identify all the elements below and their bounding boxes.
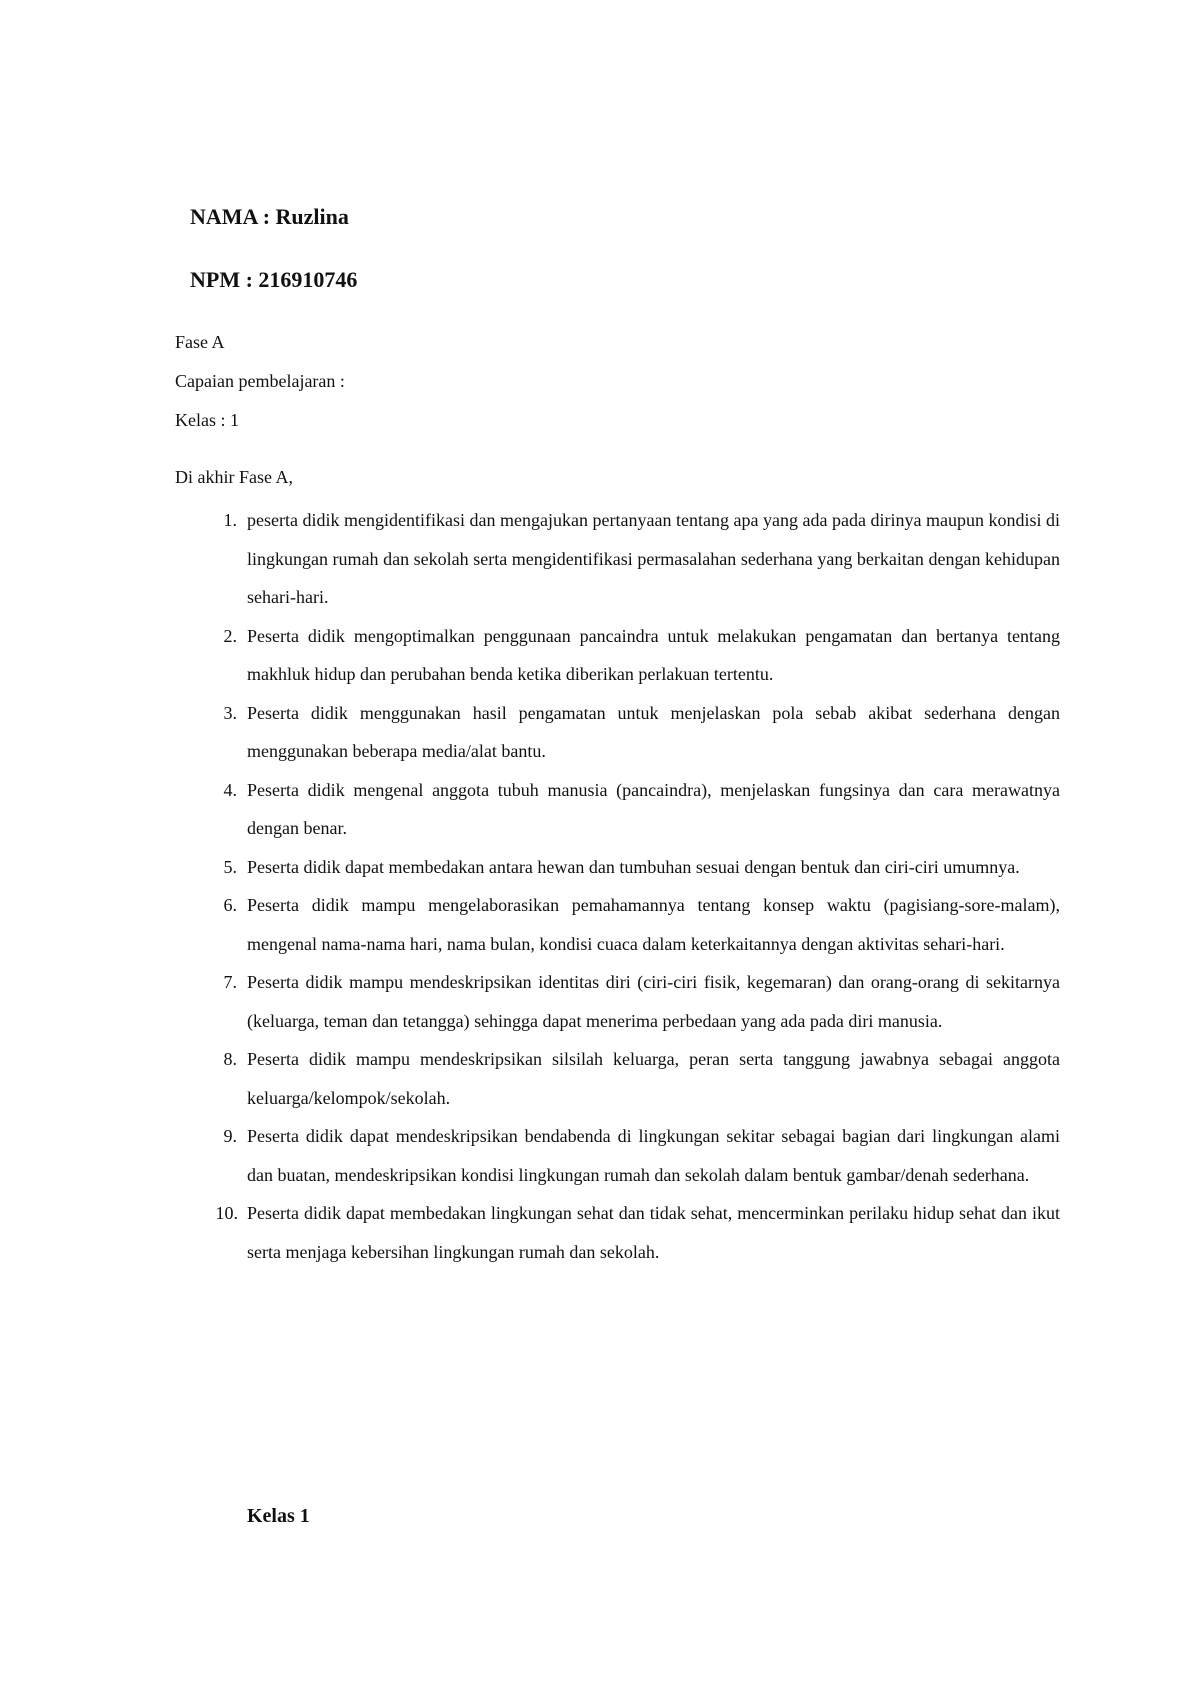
list-item-text: Peserta didik mampu mendeskripsikan identitas diri (ciri-ciri fisik, kegemaran) dan orang-orang di sekitarnya (keluarga, teman dan tetangga) sehingga dapat menerima perbedaan yang ada pada diri manusia.	[247, 972, 1060, 1031]
learning-outcome-label: Capaian pembelajaran :	[175, 371, 345, 391]
list-item-number: 2.	[223, 625, 237, 646]
section-subheading: Kelas 1	[247, 1505, 310, 1527]
list-item-number: 6.	[223, 895, 237, 915]
list-item-text: Peserta didik dapat membedakan lingkungan sehat dan tidak sehat, mencerminkan perilaku hidup sehat dan ikut serta menjaga kebersihan lingkungan rumah dan sekolah.	[247, 1203, 1060, 1262]
class-label: Kelas : 1	[175, 410, 239, 430]
list-item-number: 4.	[223, 779, 237, 800]
list-item-text: Peserta didik mampu mendeskripsikan silsilah keluarga, peran serta tanggung jawabnya sebagai anggota keluarga/kelompok/sekolah.	[247, 1049, 1060, 1108]
list-item-number: 1.	[223, 510, 237, 530]
list-item-text: peserta didik mengidentifikasi dan mengajukan pertanyaan tentang apa yang ada pada dirinya maupun kondisi di lingkungan rumah dan sekolah serta mengidentifikasi permasalahan sederhana yang berkaitan dengan kehidupan sehari-hari.	[247, 510, 1060, 607]
list-item-number: 3.	[223, 702, 237, 723]
list-item	[0, 617, 1060, 694]
list-item	[0, 1194, 1060, 1271]
list-item-number: 7.	[223, 972, 237, 992]
list-item	[0, 1040, 1060, 1117]
list-item-text: Peserta didik dapat mendeskripsikan bendabenda di lingkungan sekitar sebagai bagian dari lingkungan alami dan buatan, mendeskripsikan kondisi lingkungan rumah dan sekolah dalam bentuk gambar/denah sederhana.	[247, 1126, 1060, 1185]
student-name: NAMA : Ruzlina	[190, 204, 349, 229]
list-item	[0, 848, 1060, 887]
learning-outcomes-list	[0, 501, 1200, 1271]
list-item	[0, 694, 1060, 771]
list-item	[0, 501, 1060, 617]
list-item	[0, 963, 1060, 1040]
list-item-text: Peserta didik menggunakan hasil pengamatan untuk menjelaskan pola sebab akibat sederhana dengan menggunakan beberapa media/alat bantu.	[247, 702, 1060, 761]
list-item-text: Peserta didik mengenal anggota tubuh manusia (pancaindra), menjelaskan fungsinya dan cara merawatnya dengan benar.	[247, 779, 1060, 838]
list-item-text: Peserta didik dapat membedakan antara hewan dan tumbuhan sesuai dengan bentuk dan ciri-ciri umumnya.	[247, 856, 1020, 877]
list-item-text: Peserta didik mengoptimalkan penggunaan pancaindra untuk melakukan pengamatan dan bertanya tentang makhluk hidup dan perubahan benda ketika diberikan perlakuan tertentu.	[247, 625, 1060, 684]
list-item-text: Peserta didik mampu mengelaborasikan pemahamannya tentang konsep waktu (pagisiang-sore-malam), mengenal nama-nama hari, nama bulan, kondisi cuaca dalam keterkaitannya dengan aktivitas sehari-hari.	[247, 895, 1060, 954]
list-item	[0, 1117, 1060, 1194]
phase-label: Fase A	[175, 332, 225, 352]
list-item-number: 5.	[223, 856, 237, 877]
list-item	[0, 771, 1060, 848]
list-item-number: 9.	[223, 1126, 237, 1146]
list-item-number: 8.	[223, 1049, 237, 1069]
student-npm: NPM : 216910746	[190, 267, 358, 292]
list-item	[0, 886, 1060, 963]
list-item-number: 10.	[215, 1203, 238, 1223]
intro-text: Di akhir Fase A,	[175, 467, 293, 487]
